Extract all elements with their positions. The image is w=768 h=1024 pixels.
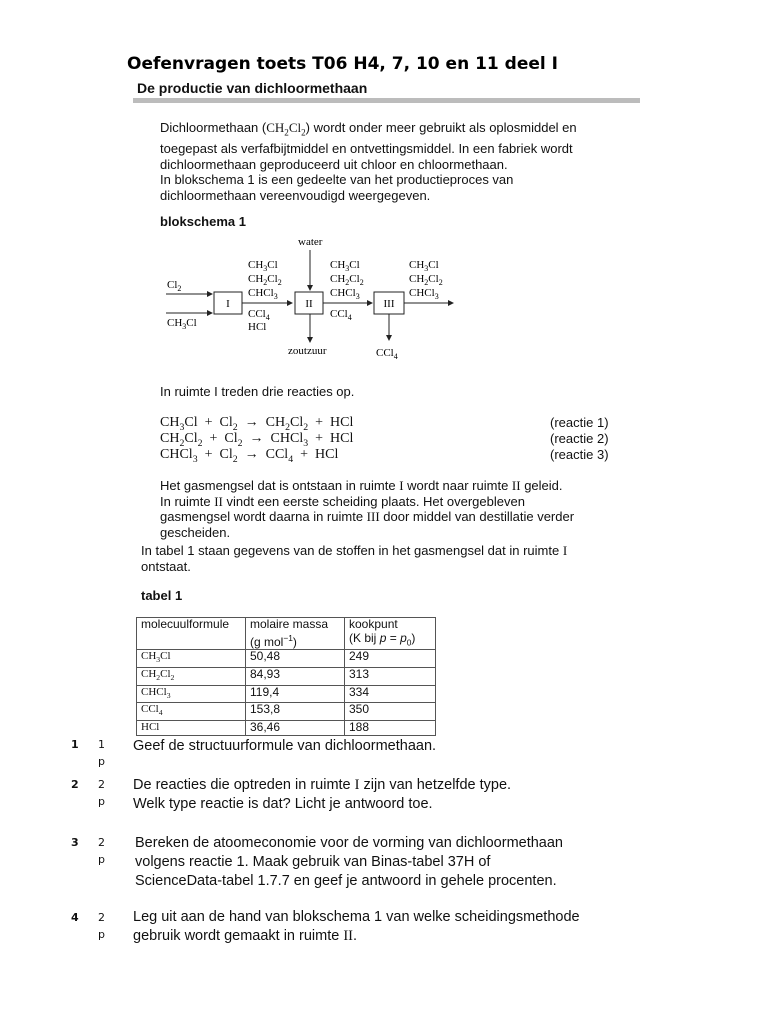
section-subtitle: De productie van dichloormethaan [137, 80, 368, 96]
header-boiling-point: kookpunt (K bij $p = p_0$) [345, 618, 436, 650]
question-4-points: 2 p [98, 911, 105, 941]
zoutzuur-label: zoutzuur [288, 345, 327, 357]
ccl4-out-label: CCl$_4$ [376, 347, 398, 361]
intro-paragraph: Dichloormethaan $(CH_2Cl_2)$ wordt onder meer gebruikt als oplosmiddel en toegepast als verfafbijtmiddel en ontvettingsmiddel. In een fabriek wordt dichloormethaan geproduceerd uit chloor en chloormethaan. In blokschema 1 is een gedeelte van het productieproces van dichloormethaan vereenvoudigd weergegeven. [160, 120, 577, 203]
table-row: HCl 36,46 188 [137, 721, 436, 736]
data-table [136, 617, 436, 736]
question-3-number: 3 [71, 836, 79, 849]
stream-2-chcl3: CHCl$_3$ [330, 287, 360, 301]
input-ch3cl-label: $CH_3Cl$ [167, 317, 197, 331]
box-room-1-label: I [226, 298, 230, 310]
stream-3-ch3cl: $CH_3Cl$ [409, 259, 439, 273]
page-title: Oefenvragen toets T06 H4, 7, 10 en 11 deel I [127, 54, 558, 74]
water-label: water [298, 236, 323, 248]
table-header-row [137, 618, 436, 650]
question-2-points: 2 p [98, 778, 105, 808]
table-row: CHCl$_3$ 119,4 334 [137, 685, 436, 703]
stream-1-hcl: HCl [248, 321, 267, 333]
header-formula: molecuulformule [137, 618, 246, 650]
question-3-text: Bereken de atoomeconomie voor de vorming van dichloormethaan volgens reactie 1. Maak gebruik van Binas-tabel 37H of ScienceData-tabel 1.7.7 en geef je antwoord in gehele procenten. [135, 835, 563, 889]
reaction-2: $CH_2Cl_2 + Cl_2$ → CHCl$_3$ + HCl [160, 431, 354, 449]
stream-1-chcl3: CHCl$_3$ [248, 287, 278, 301]
scheme-label: blokschema 1 [160, 214, 246, 229]
stream-3-chcl3: CHCl$_3$ [409, 287, 439, 301]
question-2-number: 2 [71, 778, 79, 791]
stream-2-ch2cl2: $CH_2Cl_2$ [330, 273, 364, 287]
header-molar-mass: molaire massa (g mol$^{-1}$) [246, 618, 345, 650]
stream-1-ccl4: CCl$_4$ [248, 308, 270, 322]
input-cl2-label: $Cl_2$ [167, 279, 182, 293]
section-divider [133, 98, 640, 103]
stream-1-ch3cl: $CH_3Cl$ [248, 259, 278, 273]
question-1-text: Geef de structuurformule van dichloormethaan. [133, 738, 437, 754]
table-row: CCl$_4$ 153,8 350 [137, 703, 436, 721]
table-row: $CH_2Cl_2$ 84,93 313 [137, 668, 436, 686]
question-1-number: 1 [71, 738, 79, 751]
block-scheme-diagram [150, 232, 470, 367]
table-intro-paragraph: In tabel 1 staan gegevens van de stoffen in het gasmengsel dat in ruimte I ontstaat. [141, 543, 568, 574]
question-4-text: Leg uit aan de hand van blokschema 1 van welke scheidingsmethode gebruik wordt gemaakt in ruimte II. [133, 909, 580, 944]
process-paragraph: Het gasmengsel dat is ontstaan in ruimte I wordt naar ruimte II geleid. In ruimte II vindt een eerste scheiding plaats. Het overgebleven gasmengsel wordt daarna in ruimte III door middel van destillatie verder gescheiden. [160, 478, 575, 540]
question-1-points: 1 p [98, 738, 105, 768]
reaction-2-label: (reactie 2) [550, 431, 609, 446]
stream-3-ch2cl2: $CH_2Cl_2$ [409, 273, 443, 287]
box-room-2-label: II [305, 298, 313, 310]
box-room-3-label: III [383, 298, 395, 310]
table-row: $CH_3Cl$ 50,48 249 [137, 650, 436, 668]
reaction-1: $CH_3Cl + Cl_2 \to CH_2Cl_2$ + HCl [160, 415, 354, 433]
reactions-intro: In ruimte I treden drie reacties op. [160, 384, 355, 399]
question-2-text: De reacties die optreden in ruimte I zijn van hetzelfde type. Welk type reactie is dat? Licht je antwoord toe. [133, 777, 512, 812]
reaction-1-label: (reactie 1) [550, 415, 609, 430]
reaction-3: CHCl$_3$ + $Cl_2 \to CCl_4$ + HCl [160, 447, 339, 465]
stream-2-ccl4: CCl$_4$ [330, 308, 352, 322]
stream-1-ch2cl2: $CH_2Cl_2$ [248, 273, 282, 287]
table-label: tabel 1 [141, 588, 183, 603]
stream-2-ch3cl: $CH_3Cl$ [330, 259, 360, 273]
question-4-number: 4 [71, 911, 79, 924]
question-3-points: 2 p [98, 836, 105, 866]
reaction-3-label: (reactie 3) [550, 447, 609, 462]
